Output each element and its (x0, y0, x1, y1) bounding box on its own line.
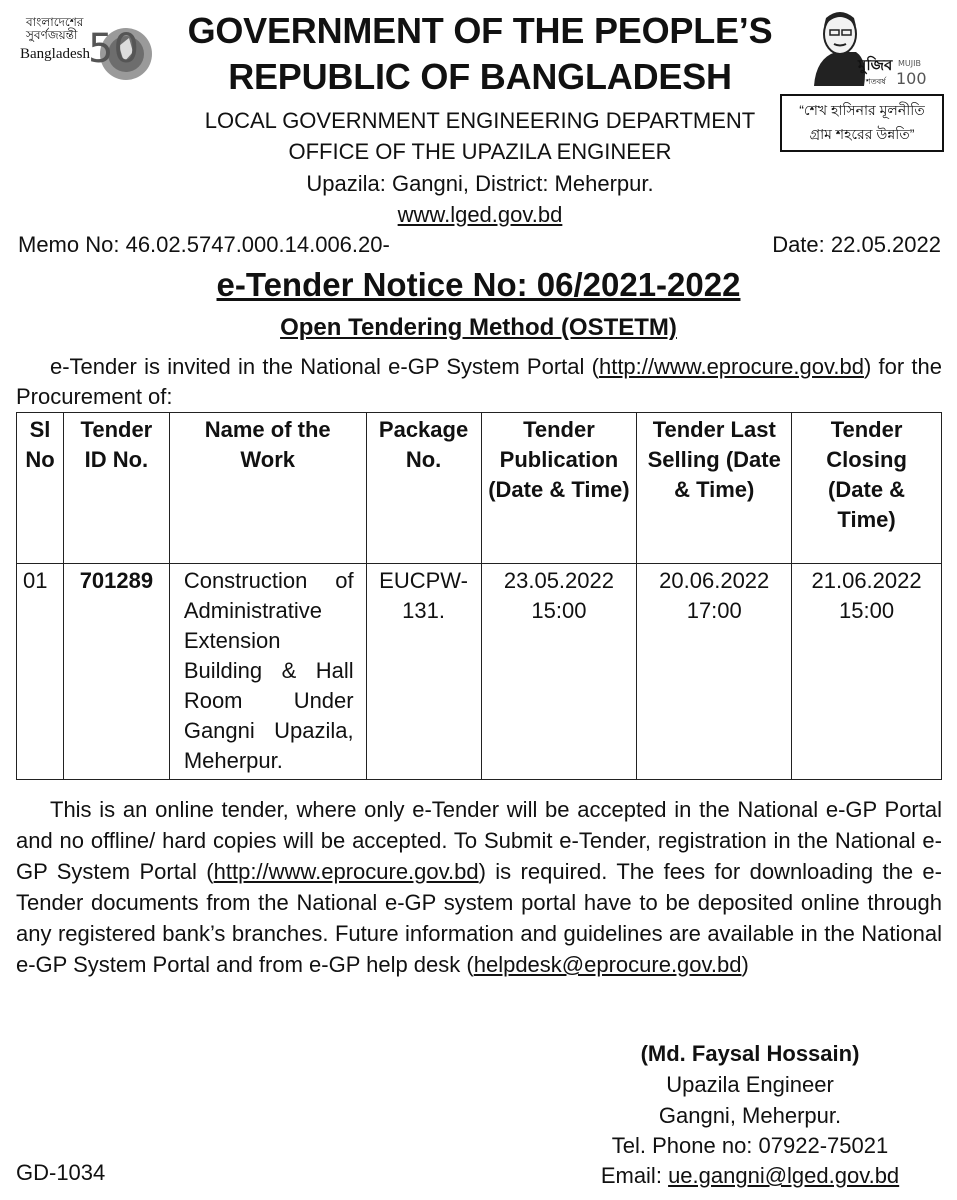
svg-text:শতবর্ষ: শতবর্ষ (866, 77, 886, 86)
cell-last-selling: 20.06.2022 17:00 (637, 564, 792, 780)
body-paragraph: This is an online tender, where only e-Tender will be accepted in the National e-GP Portal and no offline/ hard copies will be accepted. To Submit e-Tender, registration in the National e-GP System Portal (http://www.eprocure.gov.bd) is required. The fees for downloading the e-Tender documents from the National e-GP system portal have to be deposited online through any registered bank’s branches. Future information and guidelines are available in the National e-GP System Portal and from e-GP help desk (helpdesk@eprocure.gov.bd) (16, 797, 942, 977)
signatory-name: (Md. Faysal Hossain) (640, 1041, 860, 1066)
signatory-place: Gangni, Meherpur. (658, 1103, 842, 1128)
svg-text:মুজিব: মুজিব (858, 56, 893, 74)
website-link[interactable]: www.lged.gov.bd (397, 202, 563, 227)
logo-bangla-text: বাংলাদেশের সুবর্ণজয়ন্তী (26, 15, 84, 42)
logo-number: 50 (88, 26, 139, 72)
eprocure-link-2[interactable]: http://www.eprocure.gov.bd (213, 859, 479, 884)
svg-text:100: 100 (896, 69, 926, 88)
location: Upazila: Gangni, District: Meherpur. (306, 171, 654, 196)
helpdesk-email-link[interactable]: helpdesk@eprocure.gov.bd (473, 952, 742, 977)
svg-text:MUJIB: MUJIB (898, 59, 921, 68)
signatory-designation: Upazila Engineer (666, 1072, 834, 1097)
title-line-1: GOVERNMENT OF THE PEOPLE’S (187, 10, 773, 51)
eprocure-link[interactable]: http://www.eprocure.gov.bd (598, 354, 864, 379)
department: LOCAL GOVERNMENT ENGINEERING DEPARTMENT (204, 108, 756, 133)
cell-tender-id: 701289 (63, 564, 169, 780)
header-package: Package No. (366, 413, 481, 564)
slogan-line-1: “শেখ হাসিনার মূলনীতি (799, 102, 925, 118)
header-last-selling: Tender Last Selling (Date & Time) (637, 413, 792, 564)
header-publication: Tender Publication (Date & Time) (481, 413, 637, 564)
notice-date: Date: 22.05.2022 (772, 232, 941, 257)
logo-bangladesh-text: Bangladesh (20, 46, 90, 62)
mujib-100-logo (806, 8, 926, 90)
tender-method: Open Tendering Method (OSTETM) (280, 314, 677, 341)
cell-package: EUCPW-131. (366, 564, 481, 780)
table-header-row (17, 413, 942, 564)
intro-paragraph: e-Tender is invited in the National e-GP System Portal (http://www.eprocure.gov.bd) for the Procurement of: (16, 354, 942, 409)
golden-jubilee-logo (14, 10, 144, 90)
tender-table (16, 412, 942, 780)
footer-code: GD-1034 (16, 1160, 106, 1185)
cell-closing: 21.06.2022 15:00 (792, 564, 942, 780)
header-tender-id: Tender ID No. (63, 413, 169, 564)
office: OFFICE OF THE UPAZILA ENGINEER (288, 139, 672, 164)
signatory-phone: Tel. Phone no: 07922-75021 (611, 1133, 889, 1158)
cell-work: Construction of Administrative Extension Building & Hall Room Under Gangni Upazila, Meherpur. (169, 564, 366, 780)
header-work-name: Name of the Work (169, 413, 366, 564)
title-line-2: REPUBLIC OF BANGLADESH (228, 56, 732, 97)
portrait-icon (806, 8, 926, 90)
cell-sl: 01 (17, 564, 64, 780)
memo-number: Memo No: 46.02.5747.000.14.006.20- (18, 232, 390, 257)
header-closing: Tender Closing (Date & Time) (792, 413, 942, 564)
header-sl: Sl No (17, 413, 64, 564)
cell-publication: 23.05.2022 15:00 (481, 564, 637, 780)
slogan-line-2: গ্রাম শহরের উন্নতি” (809, 126, 915, 142)
notice-title: e-Tender Notice No: 06/2021-2022 (216, 266, 741, 303)
table-row (17, 564, 942, 780)
signatory-email-link[interactable]: ue.gangni@lged.gov.bd (668, 1163, 900, 1188)
signatory-email: Email: ue.gangni@lged.gov.bd (600, 1163, 900, 1188)
